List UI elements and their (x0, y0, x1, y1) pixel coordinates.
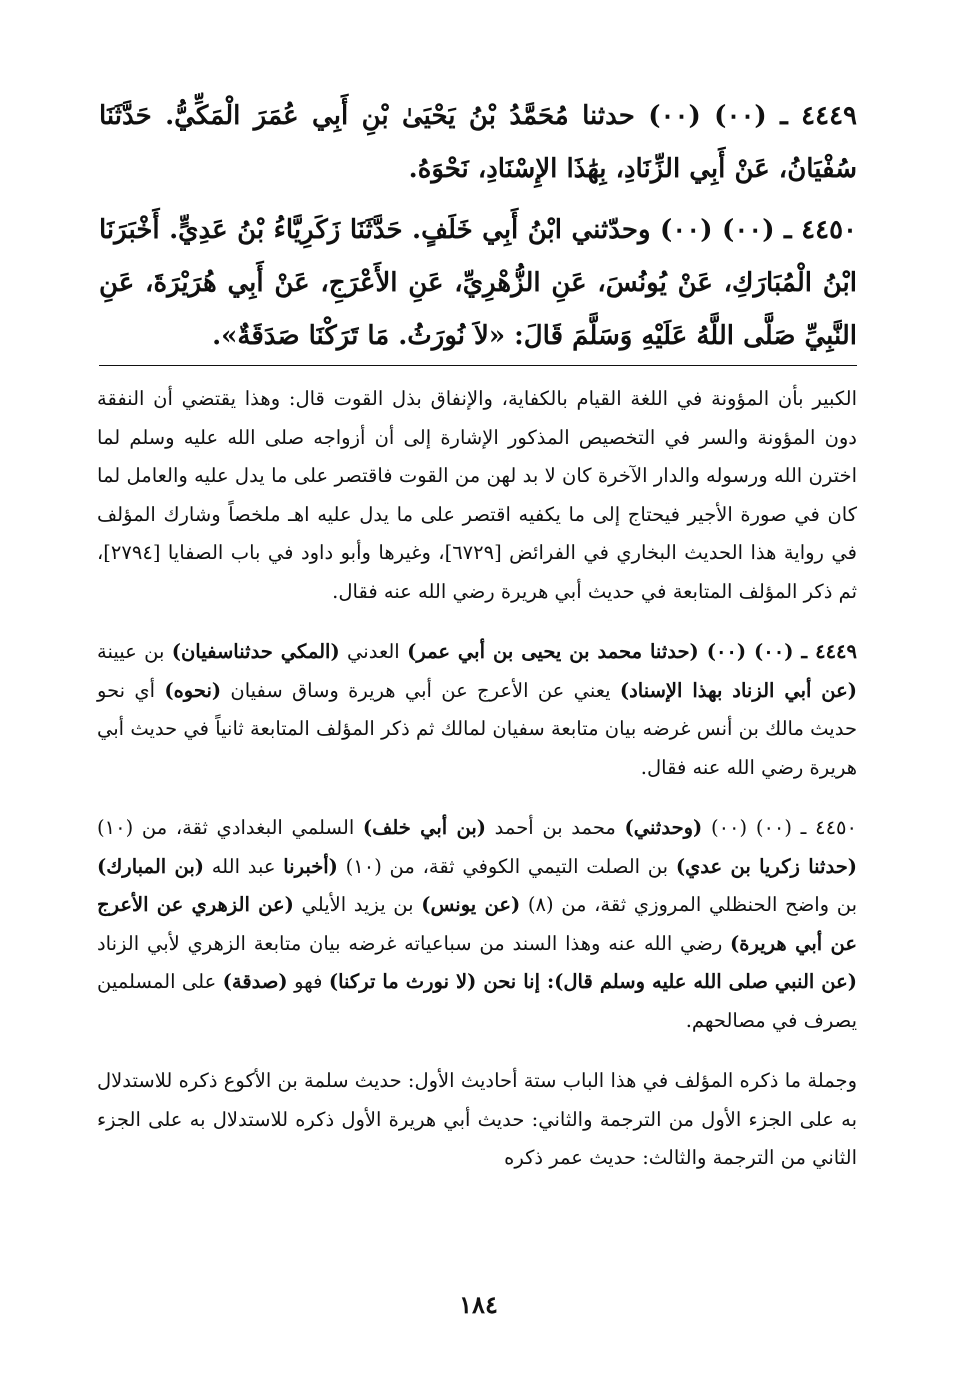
text-segment: رضي الله عنه وهذا السند من سباعياته غرضه بيان متابعة الزهري لأبي الزناد (97, 931, 731, 955)
text-segment: بن يزيد الأيلي (293, 893, 422, 916)
text-segment: بن واضح الحنظلي المروزي ثقة، من (٨) (520, 893, 858, 916)
commentary-section (97, 380, 857, 1186)
bold-segment: (صدقة) (222, 970, 288, 993)
text-segment: السلمي البغدادي ثقة، من (١٠) (97, 816, 363, 839)
bold-segment: ٤٤٤٩ ـ (٠٠) (٠٠) (حدثنا محمد بن يحيى بن أبي عمر) (407, 640, 857, 663)
text-segment: عبد الله (204, 854, 284, 878)
hadith-4449: ٤٤٤٩ ـ (٠٠) (٠٠) حدثنا مُحَمَّدُ بْنُ يَحْيَىٰ بْنِ أَبِي عُمَرَ الْمَكِّيُّ. حَدَّثَنَا سُفْيَانُ، عَنْ أَبِي الزِّنَادِ، بِهَٰذَا الإِسْنَادِ، نَحْوَهُ. (99, 101, 857, 184)
bold-segment: (عن النبي صلى الله عليه وسلم قال): إنا نحن (لا نورث ما تركنا) (328, 970, 857, 993)
page-number: ١٨٤ (459, 1290, 498, 1319)
text-segment: محمد بن أحمد (486, 816, 625, 839)
separator-line (99, 365, 857, 366)
text-segment: العدني (339, 640, 408, 663)
bold-segment: (أخبرنا (283, 854, 338, 878)
bold-segment: (حدثنا زكريا بن عدي) (675, 854, 857, 878)
text-segment: بن الصلت التيمي الكوفي ثقة، من (١٠) (337, 854, 676, 878)
text-segment: فهو (287, 970, 329, 993)
text-segment: بن عيينة (97, 640, 172, 663)
bold-segment: (عن الزهري عن الأعرج عن أبي هريرة) (97, 893, 858, 955)
bold-segment: (عن يونس) (421, 893, 521, 916)
bold-segment: (وحدثني) (624, 816, 703, 839)
text-segment: ٤٤٥٠ ـ (٠٠) (٠٠) (702, 816, 857, 839)
text-segment: يعني عن الأعرج عن أبي هريرة وساق سفيان (221, 678, 620, 702)
commentary-paragraph-2 (97, 633, 857, 787)
bold-segment: (المكي حدثناسفيان) (171, 640, 340, 663)
commentary-paragraph-3 (97, 809, 857, 1040)
bold-segment: (نحوه) (164, 678, 222, 702)
bold-segment: (بن أبي خلف) (362, 816, 486, 839)
text-segment: على المسلمين يصرف في مصالحهم. (97, 970, 857, 1032)
bold-segment: (بن المبارك) (97, 854, 204, 878)
main-hadith-text (99, 90, 857, 371)
commentary-paragraph-4: وجملة ما ذكره المؤلف في هذا الباب ستة أحاديث الأول: حديث سلمة بن الأكوع ذكره للاستدلال به على الجزء الأول من الترجمة والثاني: حديث أبي هريرة الأول ذكره للاستدلال به على الجزء الثاني من الترجمة والثالث: حديث عمر ذكره (97, 1069, 857, 1169)
text-segment: أي نحو حديث مالك بن أنس غرضه بيان متابعة سفيان لمالك ثم ذكر المؤلف المتابعة ثانياً في حديث أبي هريرة رضي الله عنه فقال. (97, 678, 857, 779)
commentary-paragraph-1: الكبير بأن المؤونة في اللغة القيام بالكفاية، والإنفاق بذل القوت قال: وهذا يقتضي أن النفقة دون المؤونة والسر في التخصيص المذكور الإشارة إلى أن أزواجه صلى الله عليه وسلم لما اخترن الله ورسوله والدار الآخرة كان لا بد لهن من القوت فاقتصر على ما يدل عليه والعامل لما كان في صورة الأجير فيحتاج إلى ما يكفيه اقتصر على ما يدل عليه اهـ ملخصاً وشارك المؤلف في رواية هذا الحديث البخاري في الفرائض [٦٧٢٩]، وغيرها وأبو داود في باب الصفايا [٢٧٩٤]، ثم ذكر المؤلف المتابعة في حديث أبي هريرة رضي الله عنه فقال. (97, 387, 857, 603)
hadith-4450: ٤٤٥٠ ـ (٠٠) (٠٠) وحدّثني ابْنُ أَبِي خَلَفٍ. حَدَّثَنَا زَكَرِيَّاءُ بْنُ عَدِيٍّ. أَخْبَرَنَا ابْنُ الْمُبَارَكِ، عَنْ يُونُسَ، عَنِ الزُّهْرِيِّ، عَنِ الأَعْرَجِ، عَنْ أَبِي هُرَيْرَةَ، عَنِ النَّبِيِّ صَلَّى اللَّهُ عَلَيْهِ وَسَلَّمَ قَالَ: «لاَ نُورَثُ. مَا تَرَكْنَا صَدَقَةٌ». (99, 215, 858, 351)
bold-segment: (عن أبي الزناد بهذا الإسناد) (619, 678, 857, 702)
